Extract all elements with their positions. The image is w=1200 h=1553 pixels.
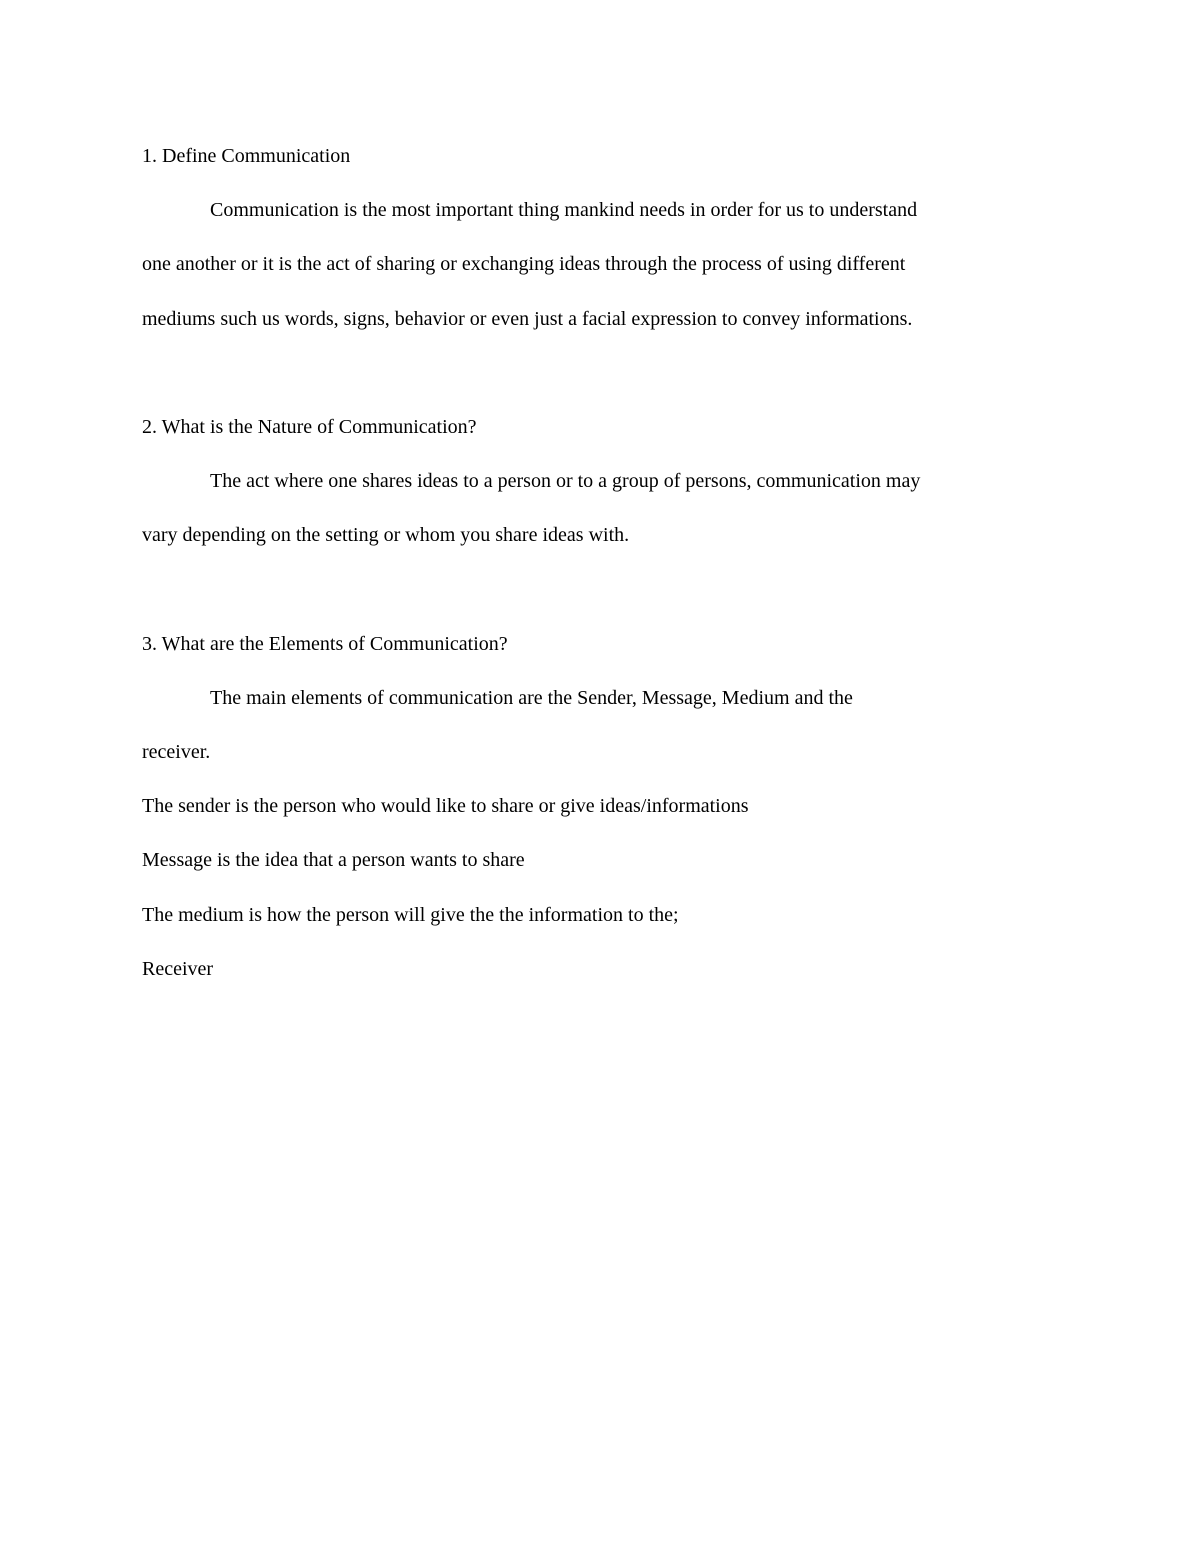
section-3-line-1: The main elements of communication are the Sender, Message, Medium and the [210,686,853,709]
element-medium-line: The medium is how the person will give the the information to the; [142,903,679,926]
section-gap [142,574,1062,628]
document-body [142,140,1062,1007]
section-3-line-2: receiver. [142,741,211,764]
element-sender-line: The sender is the person who would like to share or give ideas/informations [142,795,749,818]
section-1-line-3: mediums such us words, signs, behavior or even just a facial expression to convey informations. [142,307,913,330]
section-1-line-2: one another or it is the act of sharing or exchanging ideas through the process of using different [142,253,906,276]
section-3-heading: 3. What are the Elements of Communication? [142,632,508,655]
section-2-heading: 2. What is the Nature of Communication? [142,415,477,438]
section-2-line-1: The act where one shares ideas to a person or to a group of persons, communication may [210,470,921,493]
element-message-line: Message is the idea that a person wants to share [142,849,525,872]
element-receiver-line: Receiver [142,957,214,980]
section-2-line-2: vary depending on the setting or whom you share ideas with. [142,524,630,547]
section-1-line-1: Communication is the most important thing mankind needs in order for us to understand [210,199,918,222]
section-gap [142,357,1062,411]
section-1-heading: 1. Define Communication [142,145,351,167]
